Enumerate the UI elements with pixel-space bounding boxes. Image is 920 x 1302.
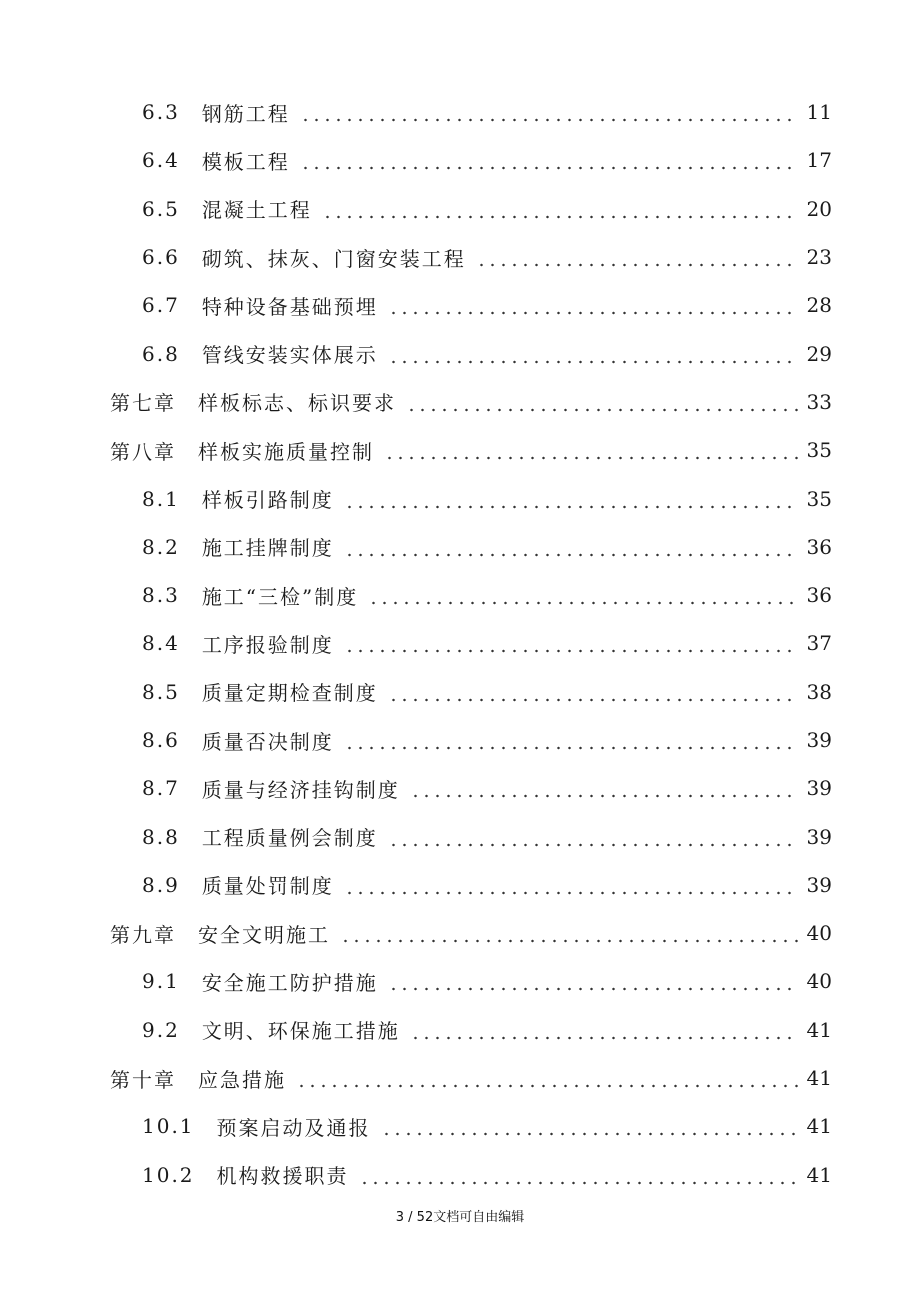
toc-entry-number: 第十章 (110, 1067, 176, 1092)
dot-leader (344, 537, 798, 557)
toc-entry-page: 38 (806, 679, 832, 704)
toc-entry-number: 9.1 (142, 969, 180, 994)
toc-entry-number: 8.8 (142, 824, 180, 849)
toc-entry-number: 10.2 (142, 1162, 195, 1187)
toc-entry-number: 第七章 (110, 391, 176, 416)
toc-entry-number: 8.6 (142, 728, 180, 752)
dot-leader (340, 923, 798, 943)
toc-entry-page: 41 (806, 1162, 832, 1187)
dot-leader (344, 875, 798, 895)
dot-leader (344, 489, 798, 509)
dot-leader (300, 150, 798, 170)
toc-entry-page: 39 (806, 824, 832, 849)
dot-leader (388, 827, 798, 847)
toc-entry-page: 35 (806, 486, 832, 511)
table-of-contents (0, 88, 920, 1199)
toc-entry-number: 10.1 (142, 1114, 195, 1139)
dot-leader (476, 247, 798, 267)
toc-entry[interactable] (0, 136, 920, 184)
toc-entry[interactable] (0, 378, 920, 426)
toc-entry-page: 35 (806, 438, 832, 463)
toc-entry-page: 40 (806, 921, 832, 946)
toc-entry[interactable] (0, 523, 920, 571)
toc-entry-title: 模板工程 (201, 149, 290, 174)
toc-entry[interactable] (0, 619, 920, 667)
toc-entry[interactable] (0, 909, 920, 957)
dot-leader (388, 344, 798, 364)
toc-entry-page: 23 (806, 245, 832, 270)
toc-entry[interactable] (0, 716, 920, 764)
dot-leader (296, 1068, 798, 1088)
dot-leader (381, 1116, 798, 1136)
toc-entry-number: 6.5 (142, 196, 180, 221)
toc-entry-title: 样板标志、标识要求 (198, 391, 396, 416)
toc-entry-number: 9.2 (142, 1017, 180, 1042)
toc-entry-title: 质量处罚制度 (201, 874, 334, 899)
toc-entry[interactable] (0, 1102, 920, 1150)
toc-entry[interactable] (0, 668, 920, 716)
dot-leader (410, 1020, 798, 1040)
toc-entry-number: 6.7 (142, 293, 180, 318)
toc-entry-number: 8.3 (142, 583, 180, 608)
toc-entry-title: 管线安装实体展示 (201, 343, 378, 368)
toc-entry-page: 11 (806, 100, 832, 125)
toc-entry-page: 37 (806, 631, 832, 656)
dot-leader (344, 633, 798, 653)
toc-entry-title: 机构救援职责 (216, 1164, 349, 1189)
toc-entry-number: 8.2 (142, 534, 180, 559)
toc-entry-title: 安全施工防护措施 (201, 970, 378, 995)
toc-entry-title: 文明、环保施工措施 (201, 1019, 400, 1044)
toc-entry-page: 36 (806, 534, 832, 559)
dot-leader (406, 392, 798, 412)
dot-leader (384, 440, 798, 460)
dot-leader (344, 730, 798, 750)
toc-entry-title: 预案启动及通报 (216, 1115, 371, 1140)
toc-entry[interactable] (0, 233, 920, 281)
toc-entry-title: 质量与经济挂钩制度 (201, 777, 400, 802)
toc-entry-number: 6.6 (142, 245, 180, 270)
toc-entry[interactable] (0, 185, 920, 233)
toc-entry-page: 40 (806, 969, 832, 994)
toc-entry-page: 20 (806, 196, 832, 221)
toc-entry-page: 39 (806, 776, 832, 801)
dot-leader (388, 295, 798, 315)
toc-entry[interactable] (0, 329, 920, 377)
toc-entry-number: 第九章 (110, 922, 176, 947)
toc-entry-number: 第八章 (110, 439, 176, 464)
toc-entry-number: 8.4 (142, 631, 180, 656)
toc-entry-title: 施工“三检”制度 (201, 584, 359, 609)
toc-entry-number: 8.7 (142, 776, 180, 801)
toc-entry-number: 6.3 (142, 100, 180, 125)
toc-entry-title: 特种设备基础预埋 (201, 294, 378, 319)
dot-leader (388, 682, 798, 702)
toc-entry-page: 39 (806, 728, 832, 752)
toc-entry[interactable] (0, 1151, 920, 1199)
dot-leader (300, 102, 798, 122)
toc-entry[interactable] (0, 764, 920, 812)
toc-entry-title: 砌筑、抹灰、门窗安装工程 (201, 246, 466, 271)
toc-entry-number: 6.4 (142, 148, 180, 173)
toc-entry-page: 33 (806, 389, 832, 414)
toc-entry-title: 钢筋工程 (201, 101, 290, 126)
page-footer (0, 1206, 920, 1225)
toc-entry[interactable] (0, 88, 920, 136)
footer-text: 3 / 52文档可自由编辑 (395, 1210, 525, 1225)
dot-leader (410, 778, 798, 798)
toc-entry[interactable] (0, 571, 920, 619)
toc-entry-page: 36 (806, 583, 832, 608)
toc-entry-number: 6.8 (142, 341, 180, 366)
dot-leader (368, 585, 798, 605)
dot-leader (359, 1165, 798, 1185)
toc-entry-number: 8.5 (142, 679, 180, 704)
toc-entry-title: 样板引路制度 (201, 488, 334, 513)
toc-entry-title: 质量定期检查制度 (201, 681, 378, 706)
toc-entry[interactable] (0, 426, 920, 474)
toc-entry-title: 施工挂牌制度 (201, 536, 334, 561)
toc-entry-title: 混凝土工程 (201, 198, 312, 223)
toc-entry-page: 17 (806, 148, 832, 173)
toc-entry-page: 29 (806, 341, 832, 366)
toc-entry-title: 工程质量例会制度 (201, 826, 378, 851)
dot-leader (388, 971, 798, 991)
toc-entry-number: 8.9 (142, 872, 180, 897)
toc-entry[interactable] (0, 1054, 920, 1102)
toc-entry-number: 8.1 (142, 486, 180, 511)
toc-entry[interactable] (0, 812, 920, 860)
dot-leader (322, 199, 798, 219)
toc-entry-page: 41 (806, 1114, 832, 1139)
toc-entry-title: 安全文明施工 (198, 922, 330, 947)
toc-entry[interactable] (0, 957, 920, 1005)
toc-entry[interactable] (0, 474, 920, 522)
toc-entry-page: 41 (806, 1066, 832, 1091)
toc-entry-page: 28 (806, 293, 832, 318)
toc-entry[interactable] (0, 281, 920, 329)
toc-entry-title: 样板实施质量控制 (198, 439, 374, 464)
toc-entry[interactable] (0, 861, 920, 909)
toc-entry-page: 41 (806, 1017, 832, 1042)
toc-entry-page: 39 (806, 872, 832, 897)
toc-entry[interactable] (0, 1006, 920, 1054)
toc-entry-title: 应急措施 (198, 1067, 286, 1092)
toc-entry-title: 质量否决制度 (201, 729, 334, 754)
toc-entry-title: 工序报验制度 (201, 632, 334, 657)
